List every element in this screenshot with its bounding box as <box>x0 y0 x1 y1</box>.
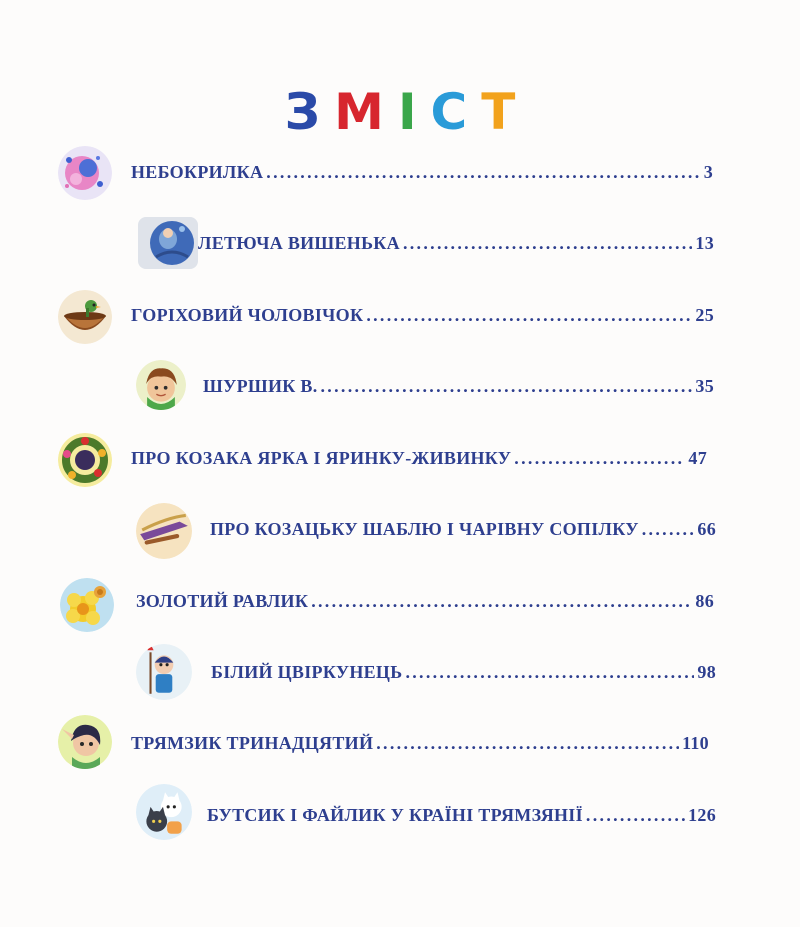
dot-leader <box>376 733 679 754</box>
entry-title: ЗОЛОТИЙ РАВЛИК <box>136 591 309 611</box>
dot-leader <box>405 662 694 683</box>
entry-title: НЕБОКРИЛКА <box>131 162 264 182</box>
dot-leader <box>266 162 700 183</box>
page-title <box>0 82 800 142</box>
toc-entry[interactable] <box>131 162 713 183</box>
toc-entry[interactable] <box>131 305 714 326</box>
flower-wreath-icon <box>58 433 112 487</box>
toc-entry[interactable] <box>207 805 716 826</box>
title-letter: З <box>284 83 321 141</box>
entry-page: 66 <box>697 519 716 539</box>
entry-title: ЛЕТЮЧА ВИШЕНЬКА <box>198 233 400 253</box>
entry-title: ГОРІХОВИЙ ЧОЛОВІЧОК <box>131 305 364 325</box>
cricket-boy-icon <box>136 644 192 700</box>
entry-title: ПРО КОЗАКА ЯРКА І ЯРИНКУ-ЖИВИНКУ <box>131 448 512 468</box>
dot-leader <box>311 591 692 612</box>
dot-leader <box>366 305 692 326</box>
elf-girl-icon <box>58 715 112 769</box>
toc-entry[interactable] <box>131 448 707 469</box>
toc-entry[interactable] <box>198 233 714 254</box>
title-letter: С <box>430 83 468 141</box>
entry-page: 25 <box>695 305 714 325</box>
blue-fairy-icon <box>138 217 198 269</box>
dot-leader <box>321 376 693 397</box>
entry-page: 35 <box>695 376 714 396</box>
saber-flute-icon <box>136 503 192 559</box>
entry-page: 110 <box>682 733 709 753</box>
pink-blue-floral-icon <box>58 146 112 200</box>
dot-leader <box>586 805 685 826</box>
entry-page: 47 <box>688 448 707 468</box>
dot-leader <box>403 233 692 254</box>
dot-leader <box>642 519 695 540</box>
nutshell-bird-icon <box>58 290 112 344</box>
dot-leader <box>514 448 685 469</box>
title-letter: І <box>397 83 417 141</box>
kittens-icon <box>136 784 192 840</box>
toc-entry[interactable] <box>203 376 714 397</box>
toc-entry[interactable] <box>131 733 709 754</box>
entry-page: 3 <box>703 162 713 182</box>
title-letter: Т <box>481 83 516 141</box>
entry-title: ТРЯМЗИК ТРИНАДЦЯТИЙ <box>131 733 374 753</box>
flower-snail-icon <box>60 578 114 632</box>
entry-title: ШУРШИК В. <box>203 376 318 396</box>
title-letter: М <box>334 83 384 141</box>
entry-page: 86 <box>695 591 714 611</box>
toc-entry[interactable] <box>136 591 714 612</box>
entry-title: ПРО КОЗАЦЬКУ ШАБЛЮ І ЧАРІВНУ СОПІЛКУ <box>210 519 639 539</box>
entry-title: БІЛИЙ ЦВІРКУНЕЦЬ <box>211 662 403 682</box>
entry-title: БУТСИК І ФАЙЛИК У КРАЇНІ ТРЯМЗЯНІЇ <box>207 805 583 825</box>
boy-face-icon <box>136 360 186 410</box>
entry-page: 126 <box>688 805 716 825</box>
entry-page: 13 <box>695 233 714 253</box>
toc-entry[interactable] <box>210 519 716 540</box>
toc-entry[interactable] <box>211 662 716 683</box>
entry-page: 98 <box>697 662 716 682</box>
